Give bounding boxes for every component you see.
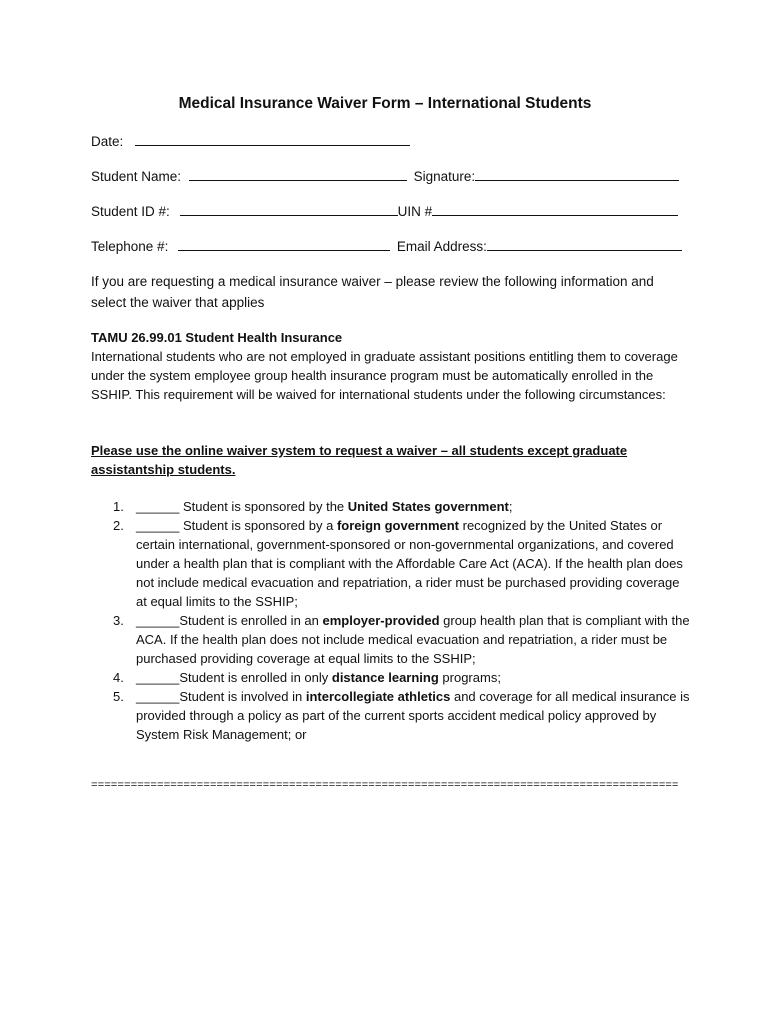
date-field[interactable] [135,132,410,146]
name-signature-row [91,167,679,186]
item-blank[interactable]: ______ [136,689,180,704]
telephone-email-row [91,237,682,256]
student-name-field[interactable] [189,167,407,181]
item-bold-text: employer-provided [322,613,440,628]
item-text-end: programs; [438,670,501,685]
item-text: Student is sponsored by the [179,499,348,514]
item-bold-text: United States government [347,499,509,514]
list-item [91,687,691,744]
list-item [91,668,691,687]
item-number: 4. [113,670,124,685]
policy-section [91,328,691,404]
separator-line: ========================================================================================= [91,780,679,792]
item-number: 3. [113,613,124,628]
item-text-end: and coverage for all medical insurance is provided through a policy as part of the current sports accident medical policy approved by System Risk Management; or [136,689,690,742]
policy-heading: TAMU 26.99.01 Student Health Insurance [91,330,343,345]
student-id-label: Student ID #: [91,204,170,219]
signature-field[interactable] [475,167,679,181]
item-text: Student is sponsored by a [179,518,337,533]
form-title: Medical Insurance Waiver Form – International Students [178,95,592,112]
waiver-options-list [91,497,691,744]
item-blank[interactable]: ______ [136,613,180,628]
item-number: 2. [113,518,124,533]
uin-field[interactable] [432,202,678,216]
date-label: Date: [91,134,124,149]
signature-label: Signature: [413,169,476,184]
item-bold-text: foreign government [336,518,460,533]
email-label: Email Address: [396,239,487,254]
item-blank[interactable]: ______ [136,518,180,533]
item-text-end: recognized by the United States or certain international, government-sponsored or non-governmental organizations, and covered under a health plan that is compliant with the Affordable Care Act (ACA). If the health plan does not include medical evacuation and repatriation, a rider must be purchased providing coverage at equal limits to the SSHIP; [136,518,683,609]
item-text: Student is enrolled in an [179,613,323,628]
item-bold-text: intercollegiate athletics [305,689,451,704]
item-text-end: group health plan that is compliant with the ACA. If the health plan does not include medical evacuation and repatriation, a rider must be purchased providing coverage at equal limits to the SSHIP; [136,613,690,666]
item-blank[interactable]: ______ [136,670,180,685]
item-bold-text: distance learning [331,670,439,685]
telephone-label: Telephone #: [91,239,169,254]
date-row [91,132,410,151]
item-text: Student is involved in [179,689,306,704]
item-text-end: ; [508,499,513,514]
item-number: 1. [113,499,124,514]
id-uin-row [91,202,678,221]
student-id-field[interactable] [180,202,398,216]
item-number: 5. [113,689,124,704]
intro-paragraph: If you are requesting a medical insurance waiver – please review the following information and select the waiver that applies [91,274,654,310]
list-item [91,611,691,668]
list-item [91,497,691,516]
policy-body: International students who are not employed in graduate assistant positions entitling them to coverage under the system employee group health insurance program must be automatically enrolled in the SSHIP. This requirement will be waived for international students under the following circumstances: [91,349,678,402]
item-text: Student is enrolled in only [179,670,332,685]
list-item [91,516,691,611]
online-waiver-notice: Please use the online waiver system to request a waiver – all students except graduate assistantship students. [91,443,628,477]
student-name-label: Student Name: [91,169,182,184]
telephone-field[interactable] [178,237,390,251]
item-blank[interactable]: ______ [136,499,180,514]
uin-label: UIN # [397,204,433,219]
email-field[interactable] [487,237,682,251]
